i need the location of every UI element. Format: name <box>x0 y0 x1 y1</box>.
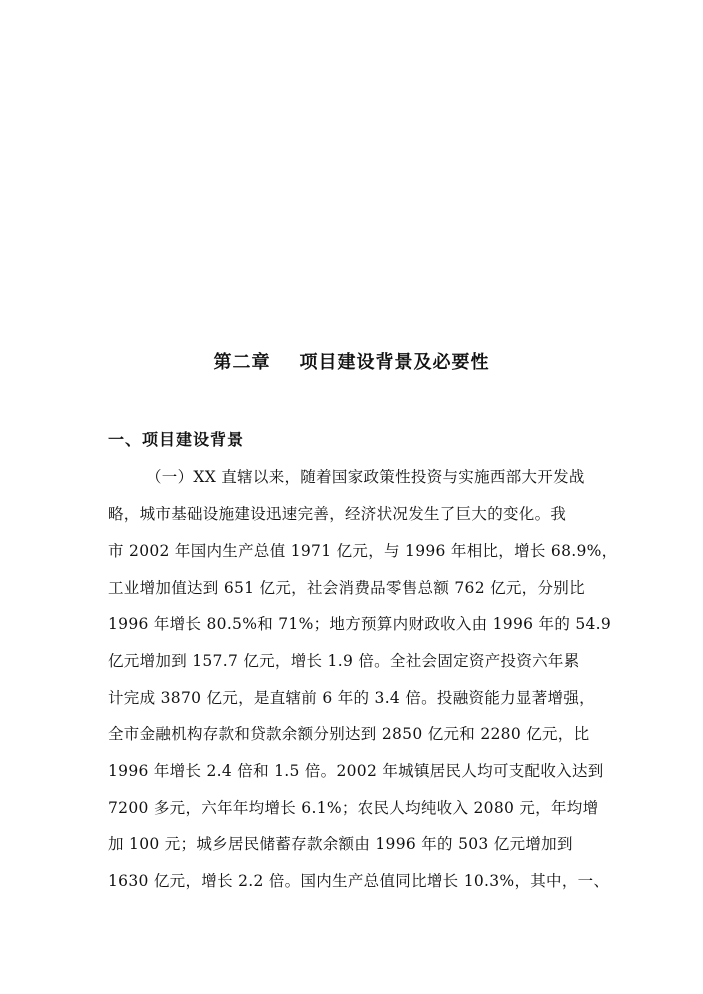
section-heading: 一、项目建设背景 <box>108 430 245 449</box>
paragraph-line: 全市金融机构存款和贷款余额分别达到 2850 亿元和 2280 亿元，比 <box>108 725 590 743</box>
paragraph-line: 加 100 元；城乡居民储蓄存款余额由 1996 年的 503 亿元增加到 <box>108 835 573 853</box>
paragraph-line: 1996 年增长 2.4 倍和 1.5 倍。2002 年城镇居民人均可支配收入达到 <box>108 762 604 780</box>
paragraph-line: 7200 多元，六年年均增长 6.1%；农民人均纯收入 2080 元，年均增 <box>108 799 599 817</box>
paragraph-line: 工业增加值达到 651 亿元，社会消费品零售总额 762 亿元，分别比 <box>108 579 585 597</box>
paragraph-line: 略，城市基础设施建设迅速完善，经济状况发生了巨大的变化。我 <box>108 505 567 523</box>
paragraph-line: 亿元增加到 157.7 亿元，增长 1.9 倍。全社会固定资产投资六年累 <box>108 652 580 670</box>
paragraph-line: （一）XX 直辖以来，随着国家政策性投资与实施西部大开发战 <box>146 468 585 486</box>
chapter-title: 第二章 项目建设背景及必要性 <box>213 352 490 373</box>
paragraph-line: 1996 年增长 80.5%和 71%；地方预算内财政收入由 1996 年的 54.9 <box>108 615 612 633</box>
paragraph-line: 市 2002 年国内生产总值 1971 亿元，与 1996 年相比，增长 68.9%， <box>108 542 618 560</box>
paragraph-line: 1630 亿元，增长 2.2 倍。国内生产总值同比增长 10.3%，其中，一、 <box>108 872 610 890</box>
paragraph-line: 计完成 3870 亿元，是直辖前 6 年的 3.4 倍。投融资能力显著增强， <box>108 689 595 707</box>
